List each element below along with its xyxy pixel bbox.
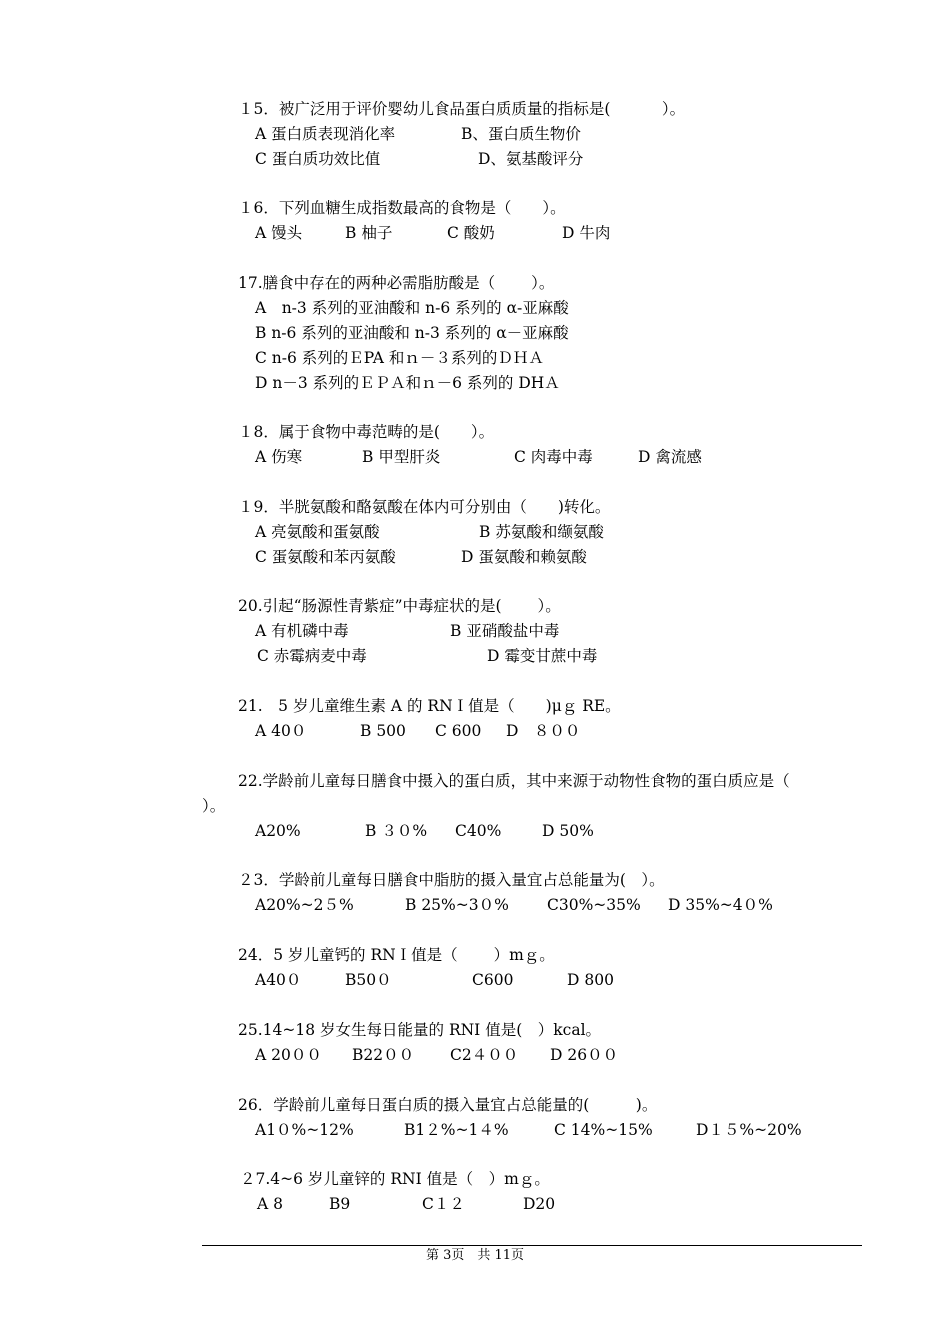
question-stem: 21. 5 岁儿童维生素 A 的 RNＩ值是（ )μｇ RE。 xyxy=(238,697,621,715)
option-d: D 禽流感 xyxy=(638,448,702,466)
question-stem: 17.膳食中存在的两种必需脂肪酸是（ ）。 xyxy=(238,274,555,292)
option-d: D 霉变甘蔗中毒 xyxy=(487,647,598,665)
option-b: B22００ xyxy=(352,1046,415,1064)
option-a: A20% xyxy=(255,822,301,840)
option-c: C2４００ xyxy=(450,1046,519,1064)
option-b: B50０ xyxy=(345,971,392,989)
page-footer: 第 3页 共 11页 xyxy=(425,1248,525,1263)
option-d: D１５%~20% xyxy=(696,1121,802,1139)
question-18 xyxy=(238,420,858,470)
option-d: D n－3 系列的ＥＰＡ和ｎ－6 系列的 DHＡ xyxy=(255,374,560,392)
option-a: A1０%~12% xyxy=(255,1121,354,1139)
question-stem: 26．学龄前儿童每日蛋白质的摄入量宜占总能量的( )。 xyxy=(238,1096,658,1114)
option-a: A 馒头 xyxy=(255,224,303,242)
question-26 xyxy=(238,1093,858,1143)
option-d: D 50% xyxy=(542,822,594,840)
question-17 xyxy=(238,271,858,396)
question-24 xyxy=(238,943,858,993)
option-a: A 8 xyxy=(257,1195,283,1213)
option-c: C 14%~15% xyxy=(554,1121,653,1139)
question-stem: 20.引起“肠源性青紫症”中毒症状的是( ）。 xyxy=(238,597,561,615)
question-20 xyxy=(238,594,858,669)
question-stem: １9．半胱氨酸和酪氨酸在体内可分别由（ )转化。 xyxy=(238,498,611,516)
option-b: B n-6 系列的亚油酸和 n-3 系列的 α－亚麻酸 xyxy=(255,324,569,342)
option-c: C 赤霉病麦中毒 xyxy=(257,647,367,665)
option-d: D、氨基酸评分 xyxy=(478,150,584,168)
option-a: A 有机磷中毒 xyxy=(255,622,349,640)
option-b: B ３０% xyxy=(365,822,428,840)
option-a: A 20００ xyxy=(255,1046,322,1064)
footer-divider xyxy=(202,1245,862,1246)
option-b: B1２%~1４% xyxy=(404,1121,509,1139)
question-stem-continued: ）。 xyxy=(202,797,226,815)
question-stem: １5．被广泛用于评价婴幼儿食品蛋白质质量的指标是( ）。 xyxy=(238,100,686,118)
option-b: B 25%~3０% xyxy=(405,896,509,914)
option-d: D 蛋氨酸和赖氨酸 xyxy=(461,548,587,566)
option-d: D 牛肉 xyxy=(562,224,611,242)
option-d: D 800 xyxy=(567,971,614,989)
option-a: A 蛋白质表现消化率 xyxy=(255,125,396,143)
question-stem: １6．下列血糖生成指数最高的食物是（ ）。 xyxy=(238,199,566,217)
option-b: B 柚子 xyxy=(345,224,393,242)
option-a: A 伤寒 xyxy=(255,448,303,466)
option-b: B9 xyxy=(329,1195,351,1213)
option-a: A n-3 系列的亚油酸和 n-6 系列的 α-亚麻酸 xyxy=(255,299,569,317)
option-a: A 亮氨酸和蛋氨酸 xyxy=(255,523,380,541)
question-22 xyxy=(202,769,862,844)
question-stem: ２7.4~6 岁儿童锌的 RNI 值是（ ）mｇ。 xyxy=(240,1170,550,1188)
question-25 xyxy=(238,1018,858,1068)
option-d: D20 xyxy=(523,1195,556,1213)
option-c: C600 xyxy=(472,971,514,989)
option-c: C40% xyxy=(455,822,502,840)
question-19 xyxy=(238,495,858,570)
option-b: B、蛋白质生物价 xyxy=(461,125,581,143)
option-d: D 26００ xyxy=(550,1046,619,1064)
question-15 xyxy=(238,97,858,172)
option-c: C 蛋白质功效比值 xyxy=(255,150,381,168)
option-b: B 500 xyxy=(360,722,406,740)
option-c: C 600 xyxy=(435,722,482,740)
question-16 xyxy=(238,196,858,246)
option-b: B 亚硝酸盐中毒 xyxy=(450,622,560,640)
option-c: C n-6 系列的ＥPA 和ｎ－３系列的ＤＨＡ xyxy=(255,349,544,367)
option-a: A20%~2５% xyxy=(255,896,354,914)
option-d: D 35%~4０% xyxy=(668,896,773,914)
option-b: B 苏氨酸和缬氨酸 xyxy=(479,523,604,541)
option-c: C１２ xyxy=(422,1195,465,1213)
question-stem: 22.学龄前儿童每日膳食中摄入的蛋白质，其中来源于动物性食物的蛋白质应是（ xyxy=(238,772,790,790)
question-stem: ２3．学龄前儿童每日膳食中脂肪的摄入量宜占总能量为( ）。 xyxy=(238,871,665,889)
option-a: A 40０ xyxy=(255,722,307,740)
option-b: B 甲型肝炎 xyxy=(362,448,441,466)
question-stem: 24．5 岁儿童钙的 RNＩ值是（ ）mｇ。 xyxy=(238,946,555,964)
option-a: A40０ xyxy=(255,971,302,989)
question-27 xyxy=(238,1167,858,1217)
option-d: D ８００ xyxy=(506,722,581,740)
question-stem: 25.14~18 岁女生每日能量的 RNI 值是( ）kcal。 xyxy=(238,1021,602,1039)
question-stem: １8．属于食物中毒范畴的是( ）。 xyxy=(238,423,495,441)
question-23 xyxy=(238,868,858,918)
option-c: C 肉毒中毒 xyxy=(514,448,593,466)
option-c: C 酸奶 xyxy=(447,224,495,242)
option-c: C30%~35% xyxy=(547,896,641,914)
option-c: C 蛋氨酸和苯丙氨酸 xyxy=(255,548,396,566)
question-21 xyxy=(238,694,858,744)
